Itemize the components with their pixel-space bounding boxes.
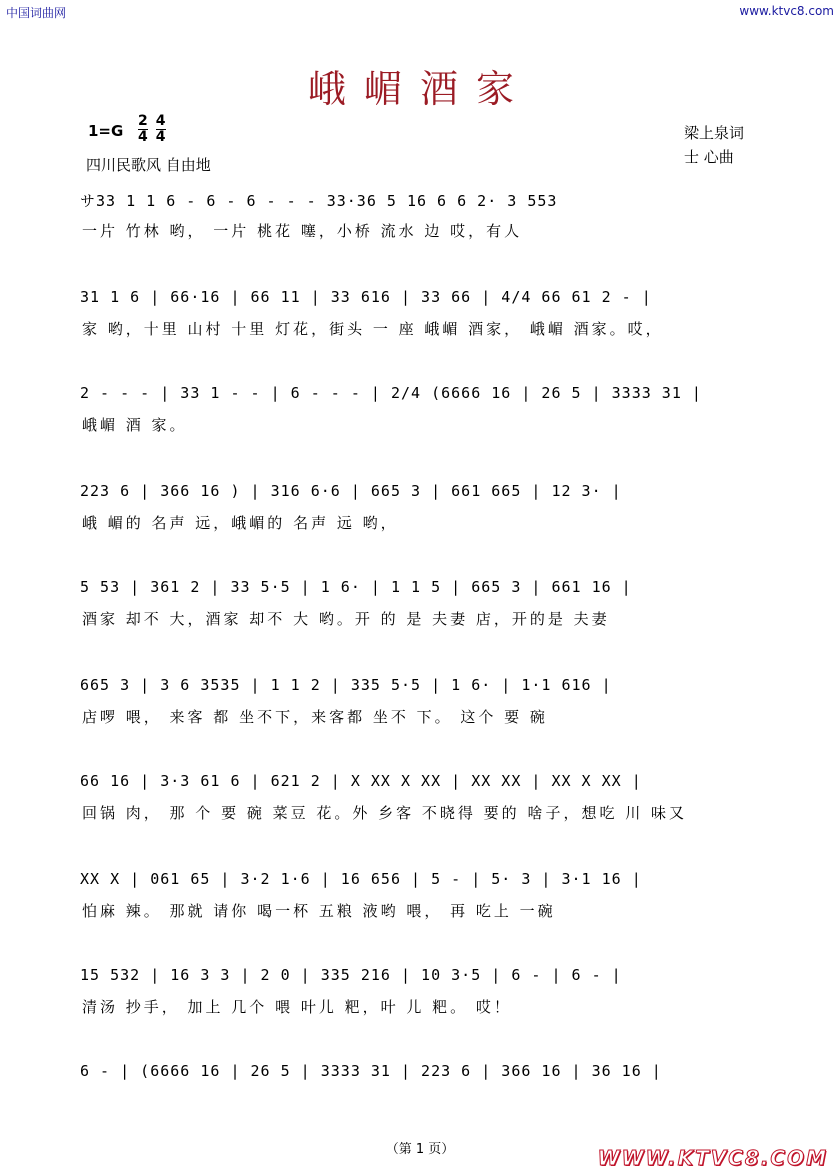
lyricist-credit: 梁上泉词: [684, 124, 745, 142]
watermark-logo: WWW.KTVC8.COM: [597, 1146, 828, 1170]
notation-row-9: 15 532 | 16 3 3 | 2 0 | 335 216 | 10 3·5 | 6 - | 6 - |: [80, 966, 622, 984]
lyrics-row-8: 怕麻 辣。 那就 请你 喝一杯 五粮 液哟 喂， 再 吃上 一碗: [82, 902, 556, 920]
time-signature-1: [138, 114, 148, 145]
site-name-left[interactable]: 中国词曲网: [6, 6, 67, 20]
notation-row-10: 6 - | (6666 16 | 26 5 | 3333 31 | 223 6 | 366 16 | 36 16 |: [80, 1062, 662, 1080]
lyrics-row-6: 店啰 喂， 来客 都 坐不下，来客都 坐不 下。 这个 要 碗: [82, 708, 548, 726]
time-signature-1-denominator: 4: [138, 129, 148, 145]
lyrics-row-7: 回锅 肉， 那 个 要 碗 菜豆 花。外 乡客 不晓得 要的 啥子，想吃 川 味又: [82, 804, 687, 822]
notation-row-1: サ33 1 1 6 - 6 - 6 - - - 33·36 5 16 6 6 2· 3 553: [80, 192, 558, 210]
lyrics-row-5: 酒家 却不 大，酒家 却不 大 哟。开 的 是 夫妻 店，开的是 夫妻: [82, 610, 610, 628]
site-url-right[interactable]: www.ktvc8.com: [739, 4, 834, 18]
lyrics-row-1: 一片 竹林 哟， 一片 桃花 噻，小桥 流水 边 哎，有人: [82, 222, 523, 240]
time-signatures: [138, 114, 166, 145]
page-number: （第 1 页）: [385, 1142, 455, 1157]
notation-row-6: 665 3 | 3 6 3535 | 1 1 2 | 335 5·5 | 1 6· | 1·1 616 |: [80, 676, 612, 694]
notation-row-3: 2 - - - | 33 1 - - | 6 - - - | 2/4 (6666 16 | 26 5 | 3333 31 |: [80, 384, 702, 402]
lyrics-row-2: 家 哟，十里 山村 十里 灯花，街头 一 座 峨嵋 酒家， 峨嵋 酒家。哎，: [82, 320, 664, 338]
key-signature: 1=G: [88, 122, 124, 140]
notation-row-4: 223 6 | 366 16 ) | 316 6·6 | 665 3 | 661 665 | 12 3· |: [80, 482, 622, 500]
composer-credit: 士 心曲: [684, 148, 734, 166]
time-signature-2: [156, 114, 166, 145]
time-signature-2-numerator: 4: [155, 113, 166, 129]
lyrics-row-9: 清汤 抄手， 加上 几个 喂 叶儿 粑，叶 儿 粑。 哎！: [82, 998, 512, 1016]
time-signature-1-numerator: 2: [138, 113, 148, 129]
notation-row-8: XX X | 061 65 | 3·2 1·6 | 16 656 | 5 - | 5· 3 | 3·1 16 |: [80, 870, 642, 888]
notation-row-7: 66 16 | 3·3 61 6 | 621 2 | X XX X XX | XX XX | XX X XX |: [80, 772, 642, 790]
time-signature-2-denominator: 4: [155, 129, 166, 145]
lyrics-row-4: 峨 嵋的 名声 远，峨嵋的 名声 远 哟，: [82, 514, 399, 532]
lyrics-row-3: 峨嵋 酒 家。: [82, 416, 188, 434]
song-title: 峨嵋酒家: [307, 67, 532, 111]
notation-row-2: 31 1 6 | 66·16 | 66 11 | 33 616 | 33 66 | 4/4 66 61 2 - |: [80, 288, 652, 306]
notation-row-5: 5 53 | 361 2 | 33 5·5 | 1 6· | 1 1 5 | 665 3 | 661 16 |: [80, 578, 632, 596]
style-marking: 四川民歌风 自由地: [86, 156, 211, 174]
